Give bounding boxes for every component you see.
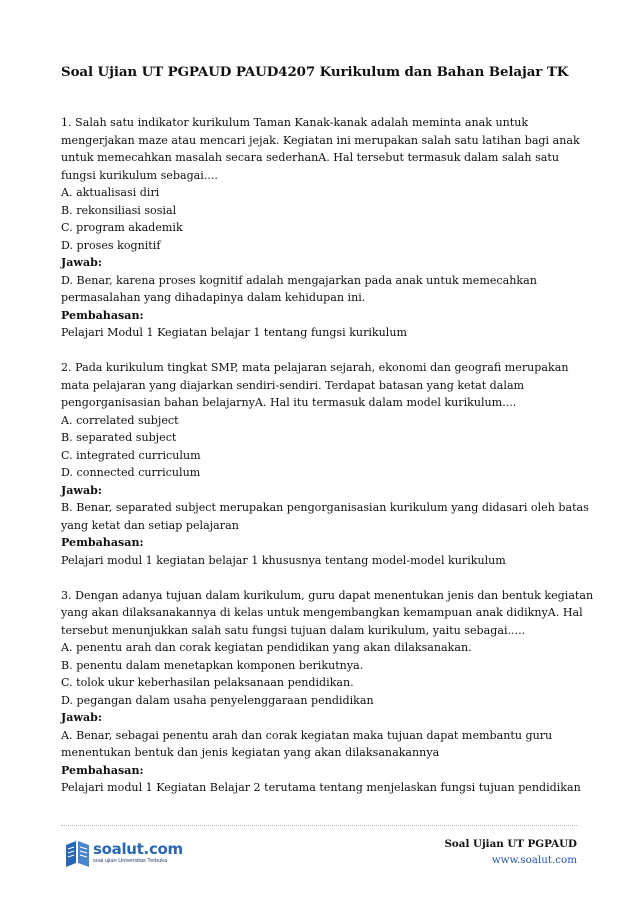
option-c: C. program akademik xyxy=(61,221,183,234)
discussion-text: Pelajari Modul 1 Kegiatan belajar 1 tentang fungsi kurikulum xyxy=(61,326,408,339)
option-b: B. penentu dalam menetapkan komponen berikutnya. xyxy=(61,658,364,672)
text-line: yang akan dilaksanakannya di kelas untuk mengembangkan kemampuan anak didiknyA. Hal xyxy=(61,606,583,619)
spacer xyxy=(61,342,581,360)
text-line: mengerjakan maze atau mencari jejak. Kegiatan ini merupakan salah satu latihan bagi anak xyxy=(61,133,580,147)
option-b: B. separated subject xyxy=(61,431,177,444)
option-a: A. aktualisasi diri xyxy=(61,186,160,199)
logo-wordmark: soalut.com xyxy=(93,840,183,858)
text-line: tersebut menunjukkan salah satu fungsi tujuan dalam kurikulum, yaitu sebagai..... xyxy=(61,623,526,637)
spacer xyxy=(61,569,581,587)
answer-heading: Jawab: xyxy=(61,483,103,497)
answer-heading: Jawab: xyxy=(61,711,103,724)
text-line: fungsi kurikulum sebagai.... xyxy=(61,168,218,182)
answer-text: yang ketat dan setiap pelajaran xyxy=(61,518,239,532)
option-d: D. proses kognitif xyxy=(61,238,161,252)
text-line: mata pelajaran yang diajarkan sendiri-sendiri. Terdapat batasan yang ketat dalam xyxy=(61,378,525,392)
answer-heading: Jawab: xyxy=(61,256,103,269)
answer-text: B. Benar, separated subject merupakan pengorganisasian kurikulum yang didasari oleh batas xyxy=(61,501,589,514)
discussion-text: Pelajari modul 1 Kegiatan Belajar 2 terutama tentang menjelaskan fungsi tujuan pendidikan xyxy=(61,781,581,794)
option-b: B. rekonsiliasi sosial xyxy=(61,203,177,217)
book-icon xyxy=(63,836,93,868)
text-line: pengorganisasian bahan belajarnyA. Hal itu termasuk dalam model kurikulum.... xyxy=(61,396,517,409)
page-title: Soal Ujian UT PGPAUD PAUD4207 Kurikulum dan Bahan Belajar TK xyxy=(61,64,569,80)
question-content xyxy=(61,114,594,797)
discussion-heading: Pembahasan: xyxy=(61,763,144,777)
discussion-text: Pelajari modul 1 kegiatan belajar 1 khususnya tentang model-model kurikulum xyxy=(61,553,506,567)
footer-divider xyxy=(61,825,577,826)
text-line: 1. Salah satu indikator kurikulum Taman Kanak-kanak adalah meminta anak untuk xyxy=(61,116,529,129)
option-d: D. connected curriculum xyxy=(61,466,201,479)
answer-text: permasalahan yang dihadapinya dalam kehidupan ini. xyxy=(61,291,366,304)
option-a: A. correlated subject xyxy=(61,413,179,427)
text-line: untuk memecahkan masalah secara sederhanA. Hal tersebut termasuk dalam salah satu xyxy=(61,151,559,164)
footer-url-link[interactable]: www.soalut.com xyxy=(491,854,577,866)
option-a: A. penentu arah dan corak kegiatan pendidikan yang akan dilaksanakan. xyxy=(61,641,472,654)
option-d: D. pegangan dalam usaha penyelenggaraan pendidikan xyxy=(61,693,374,707)
answer-text: menentukan bentuk dan jenis kegiatan yang akan dilaksanakannya xyxy=(61,746,440,759)
soalut-logo xyxy=(63,836,183,870)
discussion-heading: Pembahasan: xyxy=(61,308,144,322)
logo-tagline: soal ujian Universitas Terbuka xyxy=(93,858,168,864)
text-line: 3. Dengan adanya tujuan dalam kurikulum, guru dapat menentukan jenis dan bentuk kegiatan xyxy=(61,588,594,602)
answer-text: D. Benar, karena proses kognitif adalah mengajarkan pada anak untuk memecahkan xyxy=(61,273,537,287)
footer-brand: Soal Ujian UT PGPAUD xyxy=(444,838,577,850)
option-c: C. integrated curriculum xyxy=(61,448,201,462)
answer-text: A. Benar, sebagai penentu arah dan corak kegiatan maka tujuan dapat membantu guru xyxy=(61,728,553,742)
text-line: 2. Pada kurikulum tingkat SMP, mata pelajaran sejarah, ekonomi dan geografi merupakan xyxy=(61,361,569,374)
footer-info xyxy=(445,836,578,868)
discussion-heading: Pembahasan: xyxy=(61,536,144,549)
option-c: C. tolok ukur keberhasilan pelaksanaan pendidikan. xyxy=(61,676,354,689)
